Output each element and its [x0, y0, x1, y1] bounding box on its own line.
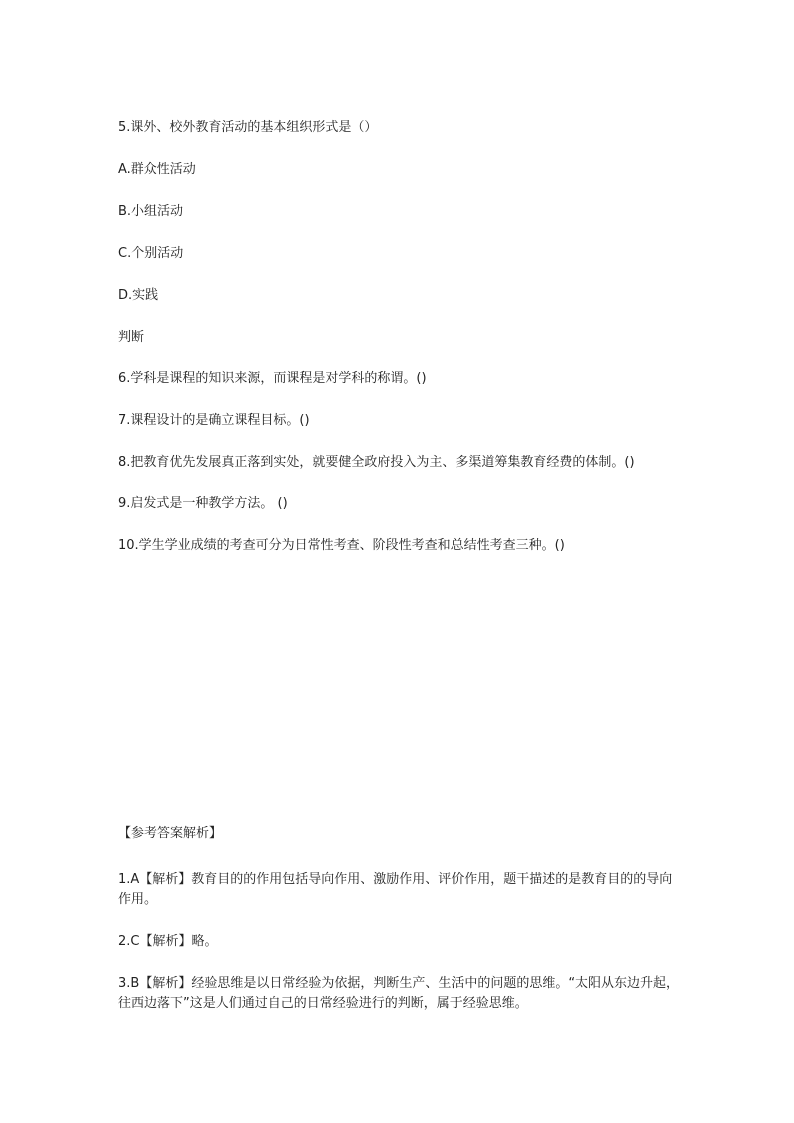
answer-3: 3.B【解析】经验思维是以日常经验为依据，判断生产、生活中的问题的思维。“太阳从东边升起，往西边落下”这是人们通过自己的日常经验进行的判断，属于经验思维。 [118, 976, 680, 1011]
answer-1: 1.A【解析】教育目的的作用包括导向作用、激励作用、评价作用，题干描述的是教育目的的导向作用。 [118, 872, 673, 907]
judge-question-6: 6.学科是课程的知识来源，而课程是对学科的称谓。() [118, 371, 427, 386]
judge-question-7: 7.课程设计的是确立课程目标。() [118, 413, 310, 428]
question-5-option-b: B.小组活动 [118, 204, 184, 219]
question-5-option-d: D.实践 [118, 288, 159, 303]
answers-heading: 【参考答案解析】 [118, 826, 223, 841]
judge-question-9: 9.启发式是一种教学方法。 () [118, 496, 288, 511]
question-5-option-a: A.群众性活动 [118, 162, 196, 177]
judge-question-10: 10.学生学业成绩的考查可分为日常性考查、阶段性考查和总结性考查三种。() [118, 538, 565, 553]
question-5-option-c: C.个别活动 [118, 246, 184, 261]
section-judge-heading: 判断 [118, 330, 145, 345]
answer-2: 2.C【解析】略。 [118, 934, 218, 949]
question-5-stem: 5.课外、校外教育活动的基本组织形式是（） [118, 120, 378, 135]
judge-question-8: 8.把教育优先发展真正落到实处，就要健全政府投入为主、多渠道筹集教育经费的体制。() [118, 455, 635, 470]
